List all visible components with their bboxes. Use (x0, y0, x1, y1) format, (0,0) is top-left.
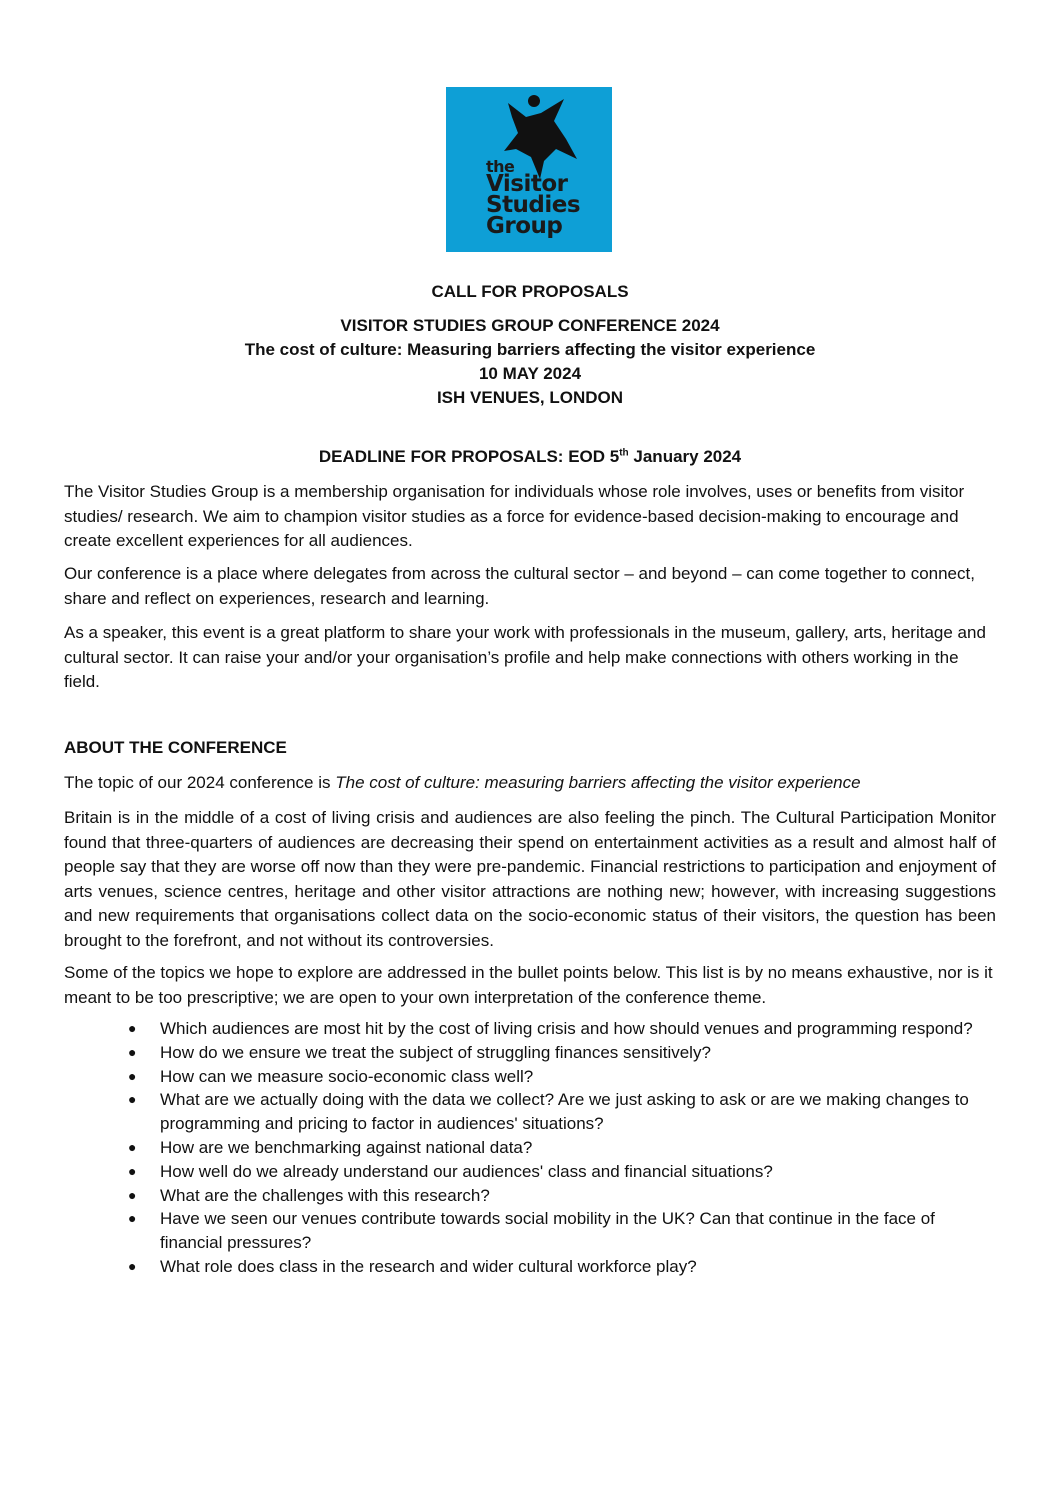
list-item (64, 1017, 996, 1041)
list-item-text: What are the challenges with this research? (160, 1185, 490, 1205)
bullet-icon: ● (128, 1186, 137, 1203)
about-topic-prefix: The topic of our 2024 conference is (64, 773, 336, 792)
about-topic (64, 771, 996, 796)
call-for-proposals-heading: CALL FOR PROPOSALS (431, 282, 629, 301)
deadline-prefix: DEADLINE FOR PROPOSALS: EOD 5 (318, 447, 620, 466)
list-item (64, 1207, 996, 1255)
visitor-studies-group-logo (446, 87, 612, 252)
list-item (64, 1136, 996, 1160)
deadline-sup: th (619, 447, 629, 459)
bullet-icon: ● (128, 1257, 137, 1274)
list-item (64, 1184, 996, 1208)
logo-wordmark (486, 157, 581, 239)
bullet-icon: ● (128, 1020, 137, 1036)
intro-paragraph-2: Our conference is a place where delegates from across the cultural sector – and beyond – can come together to connect, share and reflect on experiences, research and learning. (64, 564, 975, 608)
conference-date: 10 MAY 2024 (478, 364, 582, 383)
list-item (64, 1255, 996, 1279)
bullet-icon: ● (128, 1210, 137, 1227)
list-item-text: How are we benchmarking against national data? (160, 1137, 533, 1157)
conference-title: VISITOR STUDIES GROUP CONFERENCE 2024 (340, 316, 720, 335)
logo-word-visitor: Visitor (486, 171, 568, 197)
logo-word-studies: Studies (486, 192, 581, 218)
list-item (64, 1065, 996, 1089)
logo-word-group: Group (486, 213, 563, 239)
logo-word-the: the (486, 157, 515, 176)
list-item-text: How can we measure socio-economic class well? (160, 1066, 534, 1086)
intro-paragraph-1: The Visitor Studies Group is a membership organisation for individuals whose role involves, uses or benefits from visitor studies/ research. We aim to champion visitor studies as a force for evidence-based decision-making to encourage and create excellent experiences for all audiences. (64, 482, 965, 550)
list-item-text: How do we ensure we treat the subject of struggling finances sensitively? (160, 1042, 711, 1062)
list-item (64, 1041, 996, 1065)
about-topic-italic: The cost of culture: measuring barriers affecting the visitor experience (335, 773, 861, 792)
about-paragraph-2: Britain is in the middle of a cost of living crisis and audiences are also feeling the pinch. The Cultural Participation Monitor found that three-quarters of audiences are decreasing their spend on entertainment activities as a result and almost half of people say that they are worse off now than they were pre-pandemic. Financial restrictions to participation and enjoyment of arts venues, science centres, heritage and other visitor attractions are nothing new; however, with increasing suggestions and new requirements that organisations collect data on the socio-economic status of their visitors, the question has been brought to the forefront, and not without its controversies. (64, 808, 996, 950)
topics-bullet-list (64, 1017, 996, 1279)
bullet-icon: ● (128, 1138, 137, 1155)
list-item-text: How well do we already understand our audiences' class and financial situations? (160, 1161, 773, 1181)
list-item (64, 1088, 996, 1136)
conference-subtitle: The cost of culture: Measuring barriers affecting the visitor experience (244, 340, 816, 359)
list-item-text: Have we seen our venues contribute towards social mobility in the UK? Can that continue in the face of financial pressures? (160, 1209, 935, 1253)
list-item (64, 1160, 996, 1184)
bullet-icon: ● (128, 1091, 137, 1108)
conference-venue: ISH VENUES, LONDON (436, 388, 624, 407)
list-item-text: Which audiences are most hit by the cost of living crisis and how should venues and programming respond? (160, 1019, 973, 1038)
bullet-icon: ● (128, 1067, 137, 1084)
deadline-line (64, 445, 996, 469)
about-heading: ABOUT THE CONFERENCE (64, 738, 287, 757)
bullet-icon: ● (128, 1162, 137, 1179)
about-paragraph-3: Some of the topics we hope to explore are addressed in the bullet points below. This list is by no means exhaustive, nor is it meant to be too prescriptive; we are open to your own interpretation of the conference theme. (64, 963, 993, 1007)
deadline-suffix: January 2024 (628, 447, 742, 466)
bullet-icon: ● (128, 1043, 137, 1060)
intro-paragraph-3: As a speaker, this event is a great platform to share your work with professionals in the museum, gallery, arts, heritage and cultural sector. It can raise your and/or your organisation’s profile and help make connections with others working in the field. (64, 623, 986, 691)
list-item-text: What role does class in the research and wider cultural workforce play? (160, 1256, 697, 1276)
list-item-text: What are we actually doing with the data we collect? Are we just asking to ask or are we making changes to programming and pricing to factor in audiences' situations? (160, 1090, 969, 1134)
